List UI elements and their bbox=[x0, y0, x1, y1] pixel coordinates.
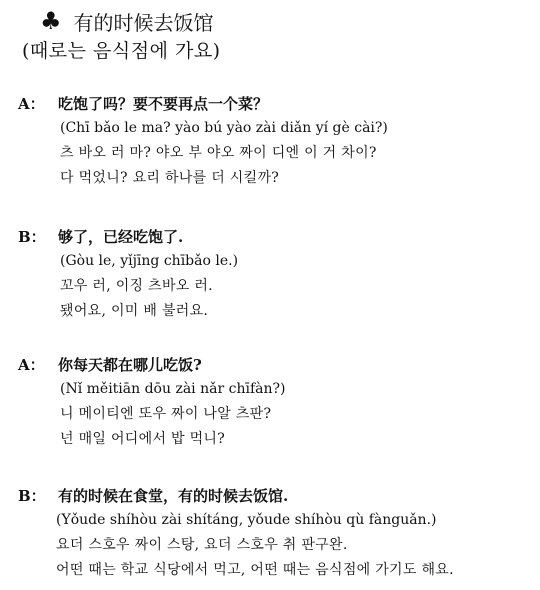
pronunciation-line: 츠 바오 러 마? 야오 부 야오 짜이 디엔 이 거 차이? bbox=[60, 145, 377, 161]
pinyin-line: (Chī bǎo le ma? yào bú yào zài diǎn yí gè cài?) bbox=[60, 120, 388, 136]
speaker-label: B： bbox=[18, 487, 46, 505]
pinyin-line: (Gòu le, yǐjīng chībǎo le.) bbox=[60, 253, 239, 269]
lesson-title-text: 有的时候去饭馆 bbox=[73, 10, 214, 35]
chinese-sentence: 够了，已经吃饱了. bbox=[58, 228, 184, 246]
korean-translation: 넌 매일 어디에서 밥 먹니? bbox=[60, 431, 226, 447]
chinese-sentence: 你每天都在哪儿吃饭? bbox=[58, 356, 202, 374]
pinyin-line: (Nǐ měitiān dōu zài nǎr chīfàn?) bbox=[60, 381, 286, 397]
speaker-label: A： bbox=[18, 95, 45, 113]
speaker-label: A： bbox=[18, 356, 45, 374]
chinese-sentence: 吃饱了吗？要不要再点一个菜？ bbox=[58, 95, 269, 113]
dialogue-2 bbox=[18, 225, 238, 324]
lesson-title bbox=[40, 6, 530, 36]
korean-translation: 어떤 때는 학교 식당에서 먹고, 어떤 때는 음식점에 가기도 해요. bbox=[56, 562, 454, 578]
pronunciation-line: 니 메이티엔 또우 짜이 나알 츠판? bbox=[60, 406, 272, 422]
dialogue-3 bbox=[18, 353, 285, 452]
dialogue-4 bbox=[18, 484, 454, 583]
dialogue-1 bbox=[18, 92, 388, 191]
korean-translation: 다 먹었니? 요리 하나를 더 시킬까? bbox=[60, 170, 280, 186]
club-suit-icon: ♣ bbox=[40, 7, 62, 35]
pinyin-line: (Yǒude shíhòu zài shítáng, yǒude shíhòu qù fànguǎn.) bbox=[56, 512, 437, 528]
korean-translation: 됐어요, 이미 배 불러요. bbox=[60, 303, 209, 319]
lesson-subtitle: (때로는 음식점에 가요) bbox=[22, 40, 221, 62]
chinese-sentence: 有的时候在食堂，有的时候去饭馆. bbox=[58, 487, 289, 505]
pronunciation-line: 꼬우 러, 이징 츠바오 러. bbox=[60, 278, 213, 294]
pronunciation-line: 요더 스호우 짜이 스탕, 요더 스호우 취 판구완. bbox=[56, 537, 348, 553]
speaker-label: B： bbox=[18, 228, 46, 246]
